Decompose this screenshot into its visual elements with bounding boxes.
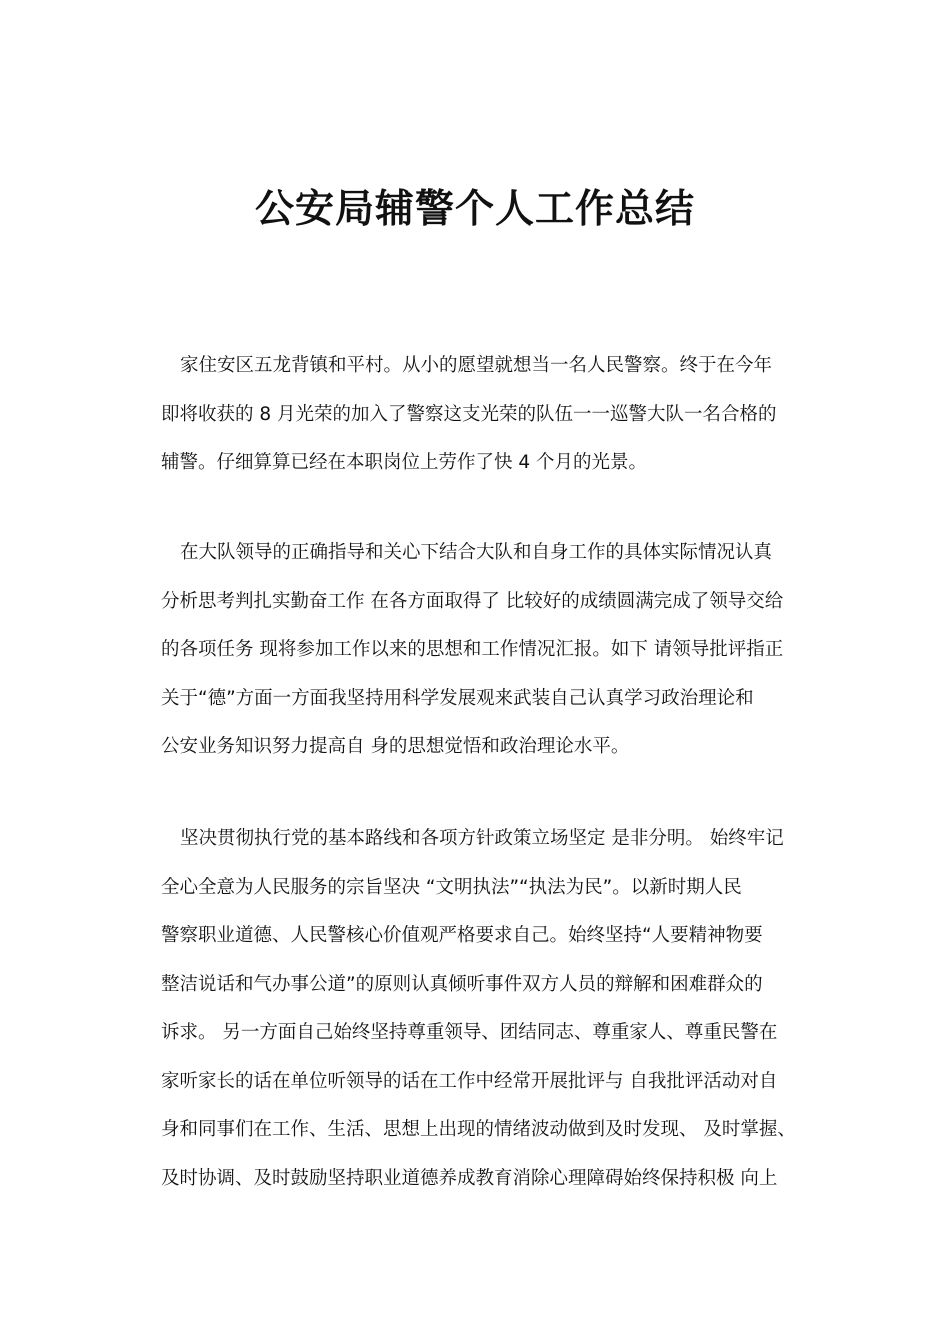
paragraph-1 (161, 342, 801, 488)
paragraph-line: 家听家长的话在单位听领导的话在工作中经常开展批评与 自我批评活动对自 (161, 1070, 778, 1092)
paragraph-line: 即将收获的 8 月光荣的加入了警察这支光荣的队伍一一巡警大队一名合格的 (161, 403, 777, 425)
paragraph-3 (161, 815, 801, 1203)
paragraph-line: 整洁说话和气办事公道”的原则认真倾听事件双方人员的辩解和困难群众的 (161, 973, 763, 995)
paragraph-line: 坚决贯彻执行党的基本路线和各项方针政策立场坚定 是非分明。 始终牢记 (180, 828, 784, 849)
paragraph-2 (161, 529, 801, 772)
paragraph-line: 及时协调、及时鼓励坚持职业道德养成教育消除心理障碍始终保持积极 向上 (161, 1167, 778, 1189)
paragraph-line: 的各项任务 现将参加工作以来的思想和工作情况汇报。如下 请领导批评指正 (161, 639, 784, 660)
paragraph-line: 分析思考判扎实勤奋工作 在各方面取得了 比较好的成绩圆满完成了领导交给 (161, 590, 784, 612)
paragraph-line: 关于“德”方面一方面我坚持用科学发展观来武装自己认真学习政治理论和 (161, 687, 754, 709)
paragraph-line: 警察职业道德、人民警核心价值观严格要求自己。始终坚持“人要精神物要 (161, 925, 763, 946)
paragraph-line: 公安业务知识努力提高自 身的思想觉悟和政治理论水平。 (161, 736, 630, 757)
paragraph-line: 辅警。仔细算算已经在本职岗位上劳作了快 4 个月的光景。 (161, 452, 648, 473)
paragraph-line: 家住安区五龙背镇和平村。从小的愿望就想当一名人民警察。终于在今年 (180, 355, 773, 376)
paragraph-line: 身和同事们在工作、生活、思想上出现的情绪波动做到及时发现、 及时掌握、 (161, 1119, 796, 1140)
paragraph-line: 诉求。 另一方面自己始终坚持尊重领导、团结同志、尊重家人、尊重民警在 (161, 1022, 778, 1043)
paragraph-line: 在大队领导的正确指导和关心下结合大队和自身工作的具体实际情况认真 (180, 542, 773, 563)
paragraph-line: 全心全意为人民服务的宗旨坚决 “文明执法”“执法为民”。以新时期人民 (161, 876, 742, 898)
document-title: 公安局辅警个人工作总结 (254, 187, 695, 232)
